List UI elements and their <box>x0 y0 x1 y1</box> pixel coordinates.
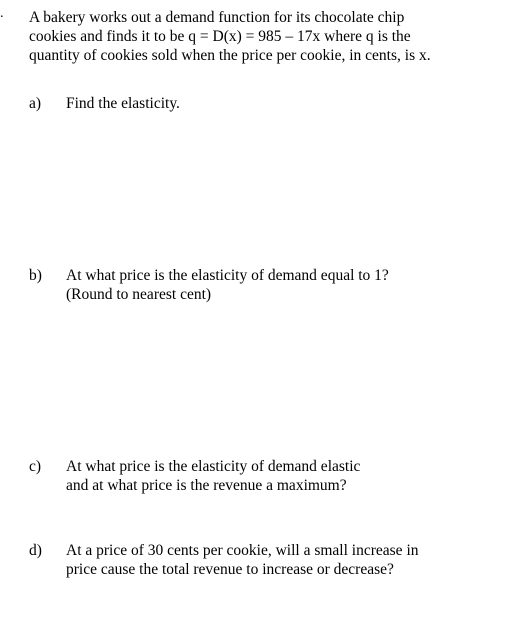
part-question-line: price cause the total revenue to increase or decrease? <box>66 561 394 578</box>
part-question-line: (Round to nearest cent) <box>66 286 212 303</box>
problem-statement-line: A bakery works out a demand function for its chocolate chip <box>29 9 405 26</box>
part-question-line: At what price is the elasticity of demand equal to 1? <box>66 267 389 284</box>
part-letter: b) <box>29 267 42 284</box>
part-letter: d) <box>29 542 42 559</box>
part-question-line: and at what price is the revenue a maximum? <box>66 477 347 494</box>
part-question <box>66 94 180 113</box>
part-question <box>66 266 389 304</box>
part-question <box>66 457 360 495</box>
part-letter: a) <box>29 95 42 112</box>
bullet-mark: . <box>0 6 4 21</box>
problem-statement <box>29 8 499 65</box>
part-letter: c) <box>29 458 42 475</box>
part-question-line: At what price is the elasticity of demand elastic <box>66 458 361 475</box>
part-question <box>66 541 419 579</box>
problem-statement-line: quantity of cookies sold when the price per cookie, in cents, is x. <box>29 47 431 64</box>
problem-statement-line: cookies and finds it to be q = D(x) = 985 – 17x where q is the <box>29 28 411 45</box>
part-question-line: At a price of 30 cents per cookie, will a small increase in <box>66 542 419 559</box>
part-question-line: Find the elasticity. <box>66 95 180 112</box>
